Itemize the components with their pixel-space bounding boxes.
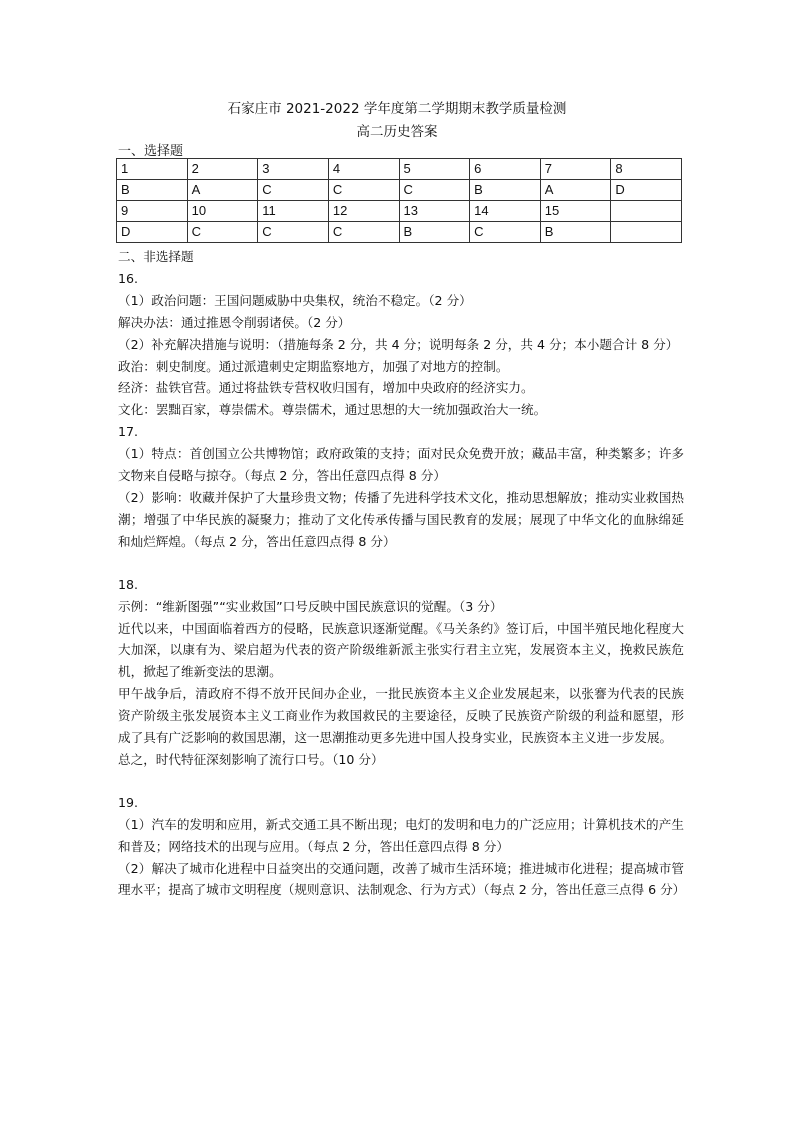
answer-paragraph: （1）汽车的发明和应用，新式交通工具不断出现；电灯的发明和电力的广泛应用；计算机技术的产生和普及；网络技术的出现与应用。（每点 2 分，答出任意四点得 8 分）	[118, 816, 684, 854]
question-number: 19.	[118, 794, 139, 810]
section-heading-choice: 一、选择题	[118, 144, 184, 159]
table-cell: 3	[258, 159, 329, 180]
table-cell: B	[540, 222, 611, 243]
question-number: 16.	[118, 270, 139, 286]
table-cell: 13	[399, 201, 470, 222]
table-cell: C	[328, 180, 399, 201]
table-cell	[611, 201, 682, 222]
table-cell: 1	[117, 159, 188, 180]
table-cell: 6	[470, 159, 541, 180]
table-cell: B	[117, 180, 188, 201]
answer-line: 示例：“维新图强”“实业救国”口号反映中国民族意识的觉醒。（3 分）	[118, 598, 503, 614]
table-cell: 12	[328, 201, 399, 222]
table-row	[117, 201, 682, 222]
table-cell: C	[470, 222, 541, 243]
table-cell: 10	[187, 201, 258, 222]
table-cell: C	[258, 222, 329, 243]
question-number: 18.	[118, 576, 139, 592]
table-cell: A	[540, 180, 611, 201]
table-cell: C	[258, 180, 329, 201]
section-heading-nonchoice: 二、非选择题	[118, 249, 194, 264]
table-cell: C	[187, 222, 258, 243]
table-cell: D	[117, 222, 188, 243]
table-row	[117, 222, 682, 243]
page-subtitle: 高二历史答案	[356, 124, 438, 140]
answer-line: 政治：刺史制度。通过派遣刺史定期监察地方，加强了对地方的控制。	[118, 358, 509, 374]
table-cell	[611, 222, 682, 243]
table-cell: D	[611, 180, 682, 201]
answer-paragraph: （2）解决了城市化进程中日益突出的交通问题，改善了城市生活环境；推进城市化进程；提高城市管理水平；提高了城市文明程度（规则意识、法制观念、行为方式）（每点 2 分，答出任意三点得 6 分）	[118, 860, 686, 898]
table-cell: 9	[117, 201, 188, 222]
answer-line: 经济：盐铁官营。通过将盐铁专营权收归国有，增加中央政府的经济实力。	[118, 380, 534, 396]
table-cell: 5	[399, 159, 470, 180]
table-cell: C	[399, 180, 470, 201]
answer-paragraph: 甲午战争后，清政府不得不放开民间办企业，一批民族资本主义企业发展起来，以张謇为代表的民族资产阶级主张发展资本主义工商业作为救国救民的主要途径，反映了民族资产阶级的利益和愿望，形成了具有广泛影响的救国思潮，这一思潮推动更多先进中国人投身实业，民族资本主义进一步发展。	[118, 686, 684, 746]
page-title: 石家庄市 2021-2022 学年度第二学期期末教学质量检测	[227, 101, 567, 117]
answer-paragraph: （1）特点：首创国立公共博物馆；政府政策的支持；面对民众免费开放；藏品丰富，种类繁多；许多文物来自侵略与掠夺。（每点 2 分，答出任意四点得 8 分）	[118, 446, 684, 484]
answer-line: 解决办法：通过推恩令削弱诸侯。（2 分）	[118, 314, 351, 330]
answer-line: 文化：罢黜百家，尊崇儒术。尊崇儒术，通过思想的大一统加强政治大一统。	[118, 402, 547, 418]
question-number: 17.	[118, 424, 139, 440]
table-cell: 4	[328, 159, 399, 180]
table-cell: 11	[258, 201, 329, 222]
answer-paragraph: （2）影响：收藏并保护了大量珍贵文物；传播了先进科学技术文化，推动思想解放；推动实业救国热潮；增强了中华民族的凝聚力；推动了文化传承传播与国民教育的发展；展现了中华文化的血脉绵延和灿烂辉煌。（每点 2 分，答出任意四点得 8 分）	[118, 489, 684, 549]
table-cell: B	[399, 222, 470, 243]
table-cell: 8	[611, 159, 682, 180]
table-cell: 7	[540, 159, 611, 180]
table-cell: 14	[470, 201, 541, 222]
table-cell: 15	[540, 201, 611, 222]
table-cell: B	[470, 180, 541, 201]
table-cell: 2	[187, 159, 258, 180]
answer-paragraph: 近代以来，中国面临着西方的侵略，民族意识逐渐觉醒。《马关条约》签订后，中国半殖民地化程度大大加深，以康有为、梁启超为代表的资产阶级维新派主张实行君主立宪，发展资本主义，挽救民族危机，掀起了维新变法的思潮。	[118, 620, 684, 680]
answer-line: （2）补充解决措施与说明：（措施每条 2 分，共 4 分；说明每条 2 分，共 4 分；本小题合计 8 分）	[118, 336, 679, 352]
table-row	[117, 180, 682, 201]
table-cell: C	[328, 222, 399, 243]
answer-line: （1）政治问题：王国问题威胁中央集权，统治不稳定。（2 分）	[118, 292, 472, 308]
answer-line: 总之，时代特征深刻影响了流行口号。（10 分）	[118, 751, 384, 767]
answer-body	[118, 246, 684, 901]
answer-table	[116, 158, 682, 243]
table-cell: A	[187, 180, 258, 201]
table-row	[117, 159, 682, 180]
